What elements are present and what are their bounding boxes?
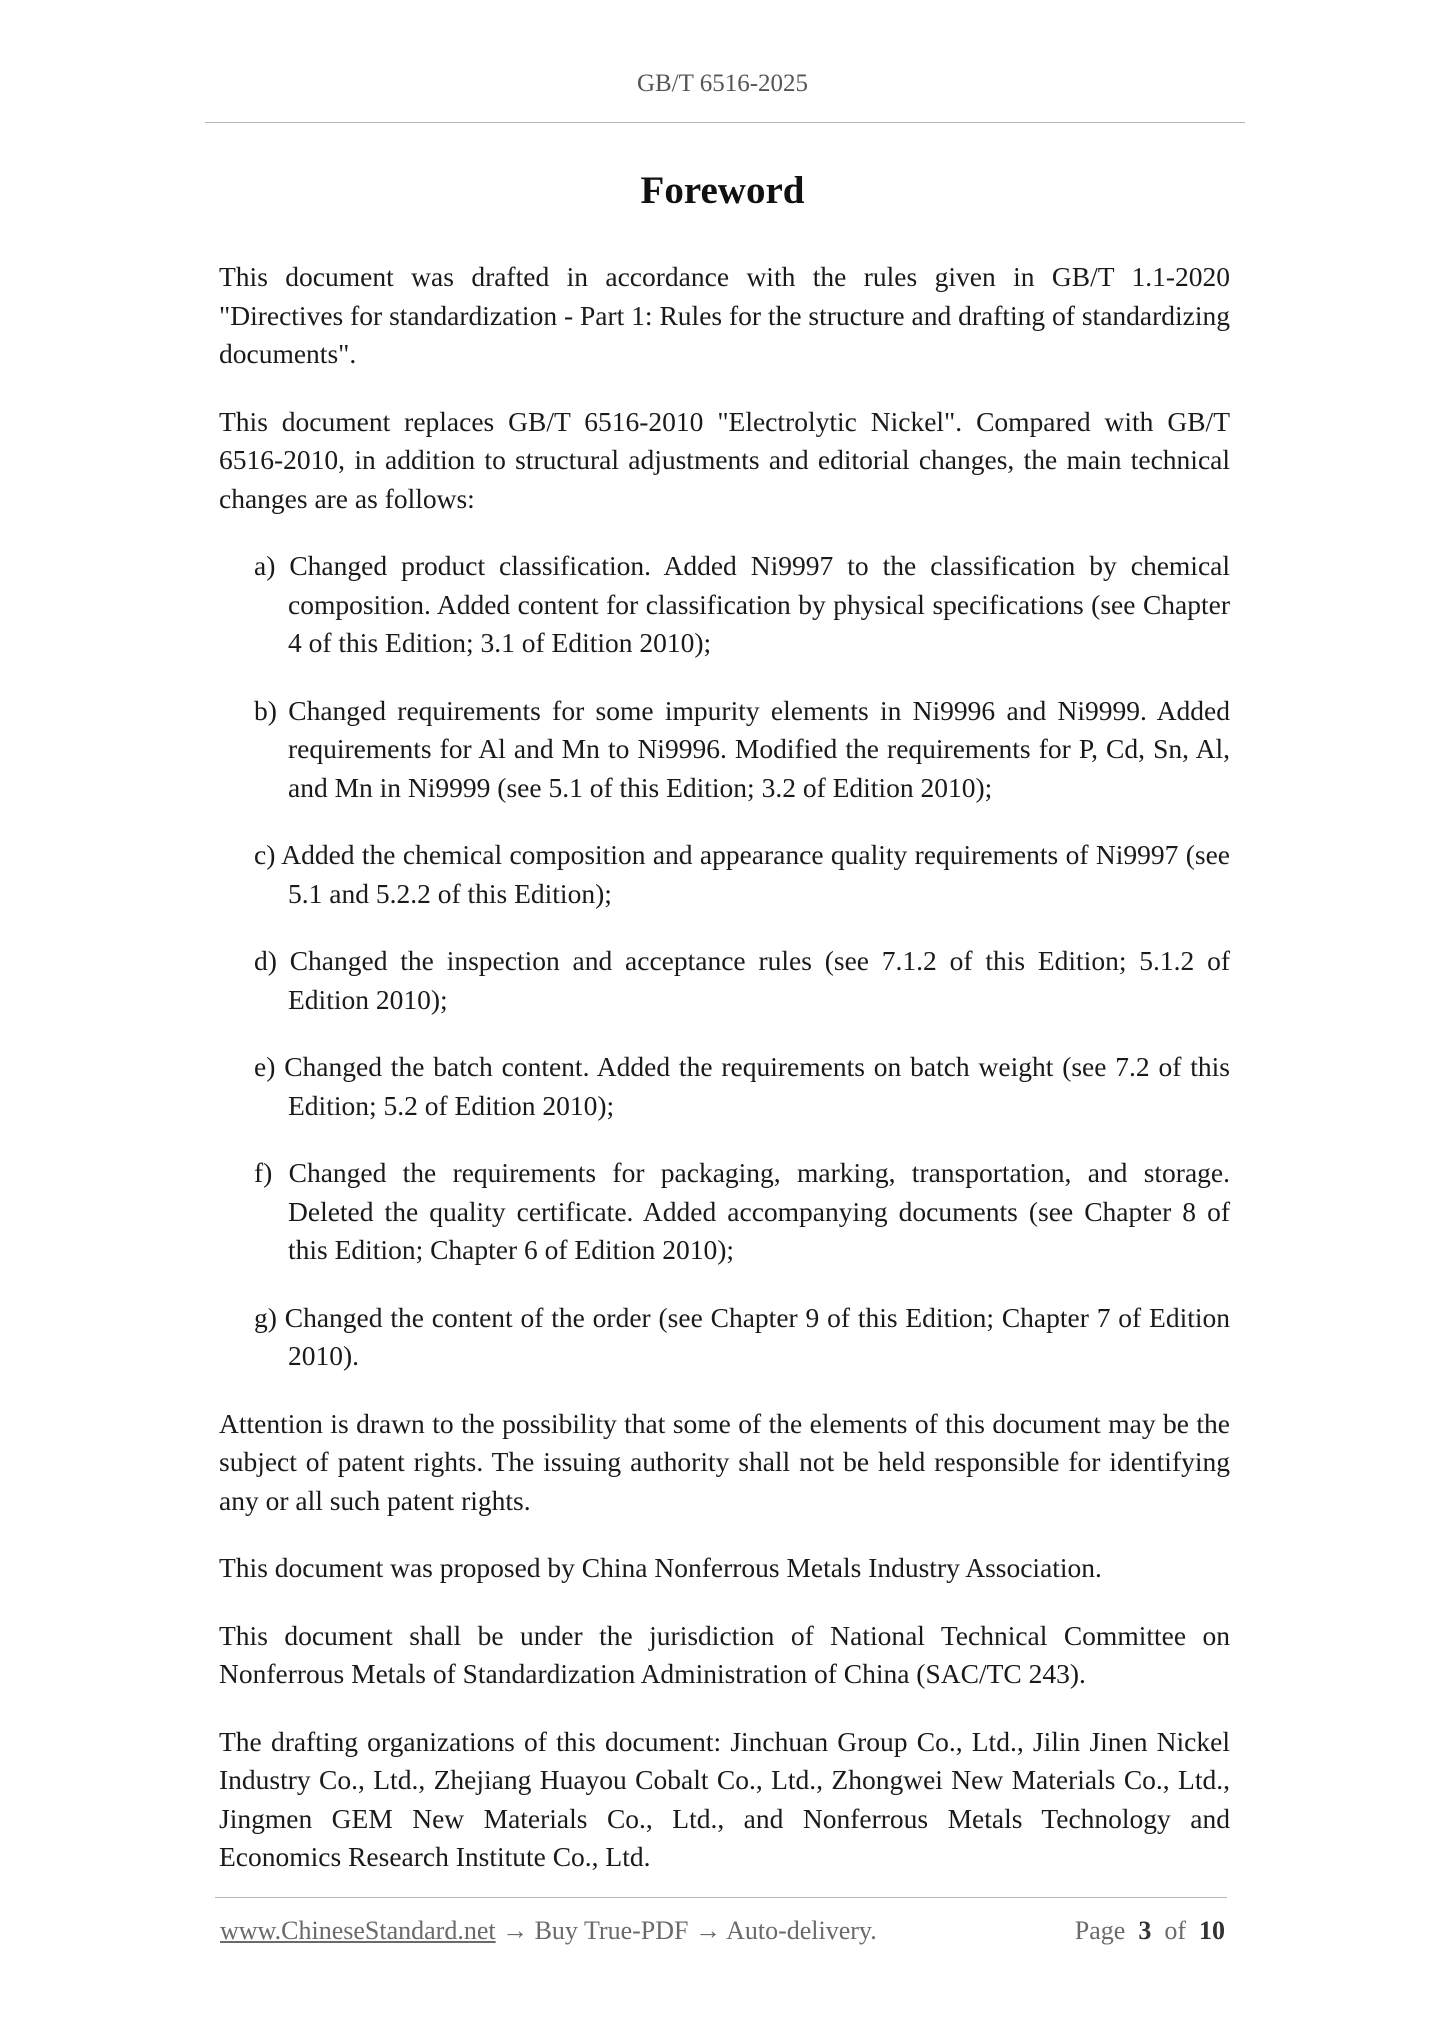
paragraph-patent-notice: Attention is drawn to the possibility that some of the elements of this document may be the subject of patent rights. The issuing authority shall not be held responsible for identifying any or all such patent rights. [219, 1407, 1230, 1516]
list-item-change-c: c) Added the chemical composition and appearance quality requirements of Ni9997 (see 5.1 and 5.2.2 of this Edition); [254, 839, 1230, 909]
paragraph-drafting-organizations: The drafting organizations of this document: Jinchuan Group Co., Ltd., Jilin Jinen Nickel Industry Co., Ltd., Zhejiang Huayou Cobalt Co., Ltd., Zhongwei New Materials Co., Ltd., Jingmen GEM New Materials Co., Ltd., and Nonferrous Metals Technology and Economics Research Institute Co., Ltd. [219, 1725, 1230, 1872]
footer-divider [215, 1897, 1227, 1898]
list-item-change-g: g) Changed the content of the order (see Chapter 9 of this Edition; Chapter 7 of Edition 2010). [254, 1301, 1230, 1371]
footer-promo [220, 1916, 877, 1946]
page-of-label: of [1164, 1916, 1186, 1945]
page-title: Foreword [640, 169, 805, 212]
arrow-right-icon: → [502, 1916, 529, 1945]
changes-list [219, 547, 1230, 1376]
list-item-change-b: b) Changed requirements for some impurity elements in Ni9996 and Ni9999. Added requirements for Al and Mn to Ni9996. Modified the requirements for P, Cd, Sn, Al, and Mn in Ni9999 (see 5.1 of this Edition; 3.2 of Edition 2010); [254, 694, 1230, 803]
page-total: 10 [1199, 1916, 1225, 1945]
website-link[interactable]: www.ChineseStandard.net [220, 1916, 496, 1945]
page-indicator [1075, 1916, 1225, 1946]
buy-true-pdf-text: Buy True-PDF [534, 1916, 689, 1945]
list-item-change-d: d) Changed the inspection and acceptance rules (see 7.1.2 of this Edition; 5.1.2 of Edition 2010); [254, 945, 1230, 1015]
paragraph-proposed-by: This document was proposed by China Nonferrous Metals Industry Association. [219, 1552, 1102, 1583]
page-current: 3 [1138, 1916, 1152, 1945]
paragraph-drafting-rules: This document was drafted in accordance with the rules given in GB/T 1.1-2020 "Directives for standardization - Part 1: Rules for the structure and drafting of standardizing documents". [219, 261, 1230, 369]
arrow-right-icon: → [695, 1916, 721, 1945]
document-body [219, 258, 1230, 1906]
running-header: GB/T 6516-2025 [636, 70, 809, 97]
header-divider [205, 122, 1245, 123]
page-label: Page [1074, 1916, 1126, 1945]
auto-delivery-text: Auto-delivery. [726, 1916, 877, 1945]
list-item-change-e: e) Changed the batch content. Added the requirements on batch weight (see 7.2 of this Edition; 5.2 of Edition 2010); [254, 1051, 1230, 1121]
list-item-change-a: a) Changed product classification. Added Ni9997 to the classification by chemical composition. Added content for classification by physical specifications (see Chapter 4 of this Edition; 3.1 of Edition 2010); [254, 550, 1230, 658]
paragraph-replacement: This document replaces GB/T 6516-2010 "Electrolytic Nickel". Compared with GB/T 6516-2010, in addition to structural adjustments and editorial changes, the main technical changes are as follows: [219, 405, 1230, 514]
paragraph-jurisdiction: This document shall be under the jurisdiction of National Technical Committee on Nonferrous Metals of Standardization Administration of China (SAC/TC 243). [219, 1619, 1230, 1689]
list-item-change-f: f) Changed the requirements for packaging, marking, transportation, and storage. Deleted the quality certificate. Added accompanying documents (see Chapter 8 of this Edition; Chapter 6 of Edition 2010); [254, 1157, 1230, 1265]
